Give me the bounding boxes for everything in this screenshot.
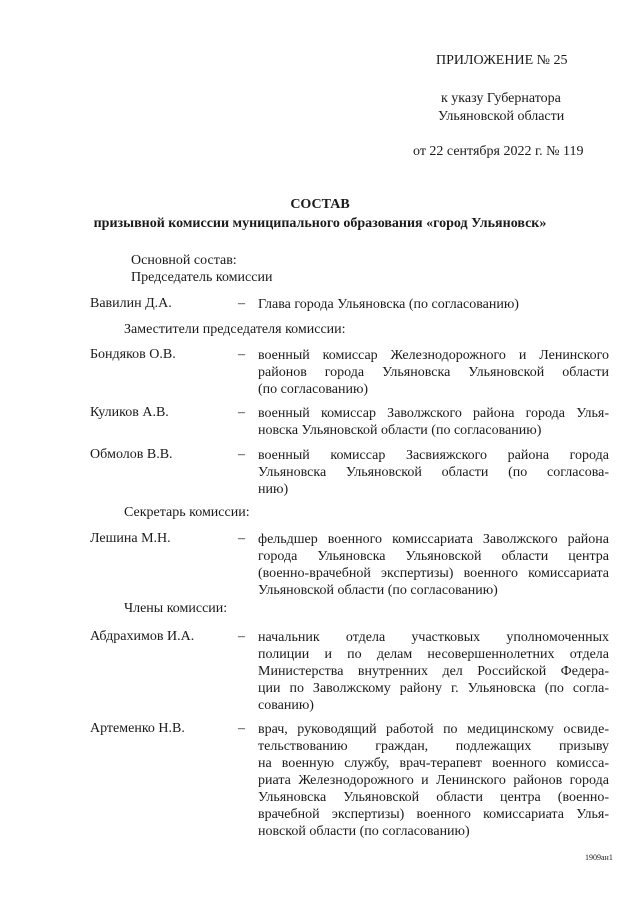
position-line: врач, руководящий работой по медицинскому освиде- [258, 722, 609, 737]
dash-separator: – [238, 296, 245, 311]
member-position [258, 296, 609, 313]
section-secretary: Секретарь комиссии: [124, 505, 250, 520]
member-position [258, 629, 609, 714]
position-line: военный комиссар Засвияжского района города [258, 448, 609, 463]
dash-separator: – [238, 347, 245, 362]
member-position [258, 405, 609, 439]
position-line: на военную службу, врач-терапевт военного комисса- [258, 756, 609, 771]
member-name: Артеменко Н.В. [90, 721, 185, 736]
member-name: Абдрахимов И.А. [90, 629, 195, 644]
member-position [258, 721, 609, 840]
document-title: СОСТАВ [290, 197, 350, 212]
position-line: новска Ульяновской области (по согласованию) [258, 423, 542, 438]
dash-separator: – [238, 629, 245, 644]
section-members: Члены комиссии: [124, 601, 228, 616]
appendix-number: ПРИЛОЖЕНИЕ № 25 [436, 53, 568, 68]
member-name: Бондяков О.В. [90, 347, 176, 362]
member-name: Куликов А.В. [90, 405, 169, 420]
position-line: риата Железнодорожного и Ленинского районов города [258, 773, 609, 788]
dash-separator: – [238, 531, 245, 546]
position-line: нию) [258, 482, 289, 497]
position-line: (военно-врачебной экспертизы) военного комиссариата [258, 566, 609, 581]
position-line: районов города Ульяновска Ульяновской области [258, 365, 609, 380]
section-deputies: Заместители председателя комиссии: [124, 322, 346, 337]
position-line: полиции и по делам несовершеннолетних отдела [258, 647, 609, 662]
member-position [258, 447, 609, 498]
section-chairman: Председатель комиссии [131, 270, 273, 285]
member-position [258, 347, 609, 398]
document-subtitle: призывной комиссии муниципального образования «город Ульяновск» [93, 216, 547, 231]
position-line: военный комиссар Железнодорожного и Ленинского [258, 348, 609, 363]
member-name: Обмолов В.В. [90, 447, 173, 462]
position-line: Ульяновска Ульяновской области центра (военно- [258, 790, 609, 805]
position-line: начальник отдела участковых уполномоченных [258, 630, 609, 645]
decree-reference-line1: к указу Губернатора [441, 91, 561, 106]
position-line: Ульяновска Ульяновской области (по согласова- [258, 465, 609, 480]
dash-separator: – [238, 405, 245, 420]
position-line: тельствованию граждан, подлежащих призыву [258, 739, 609, 754]
document-code: 1909ан1 [585, 853, 613, 862]
member-name: Вавилин Д.А. [90, 296, 172, 311]
position-line: города Ульяновска Ульяновской области центра [258, 549, 609, 564]
position-line: (по согласованию) [258, 382, 369, 397]
section-main-composition: Основной состав: [131, 253, 237, 268]
member-name: Лешина М.Н. [90, 531, 171, 546]
position-line: врачебной экспертизы) военного комиссариата Улья- [258, 807, 609, 822]
decree-reference-line2: Ульяновской области [438, 109, 565, 124]
position-line: военный комиссар Заволжского района города Улья- [258, 406, 609, 421]
position-line: ции по Заволжскому району г. Ульяновска (по согла- [258, 681, 609, 696]
member-position [258, 531, 609, 599]
position-line: Ульяновской области (по согласованию) [258, 583, 498, 598]
dash-separator: – [238, 447, 245, 462]
dash-separator: – [238, 721, 245, 736]
position-line: фельдшер военного комиссариата Заволжского района [258, 532, 609, 547]
position-line: сованию) [258, 698, 314, 713]
decree-date-number: от 22 сентября 2022 г. № 119 [413, 144, 584, 159]
position-line: Министерства внутренних дел Российской Федера- [258, 664, 609, 679]
position-line: Глава города Ульяновска (по согласованию) [258, 297, 519, 312]
position-line: новской области (по согласованию) [258, 824, 470, 839]
